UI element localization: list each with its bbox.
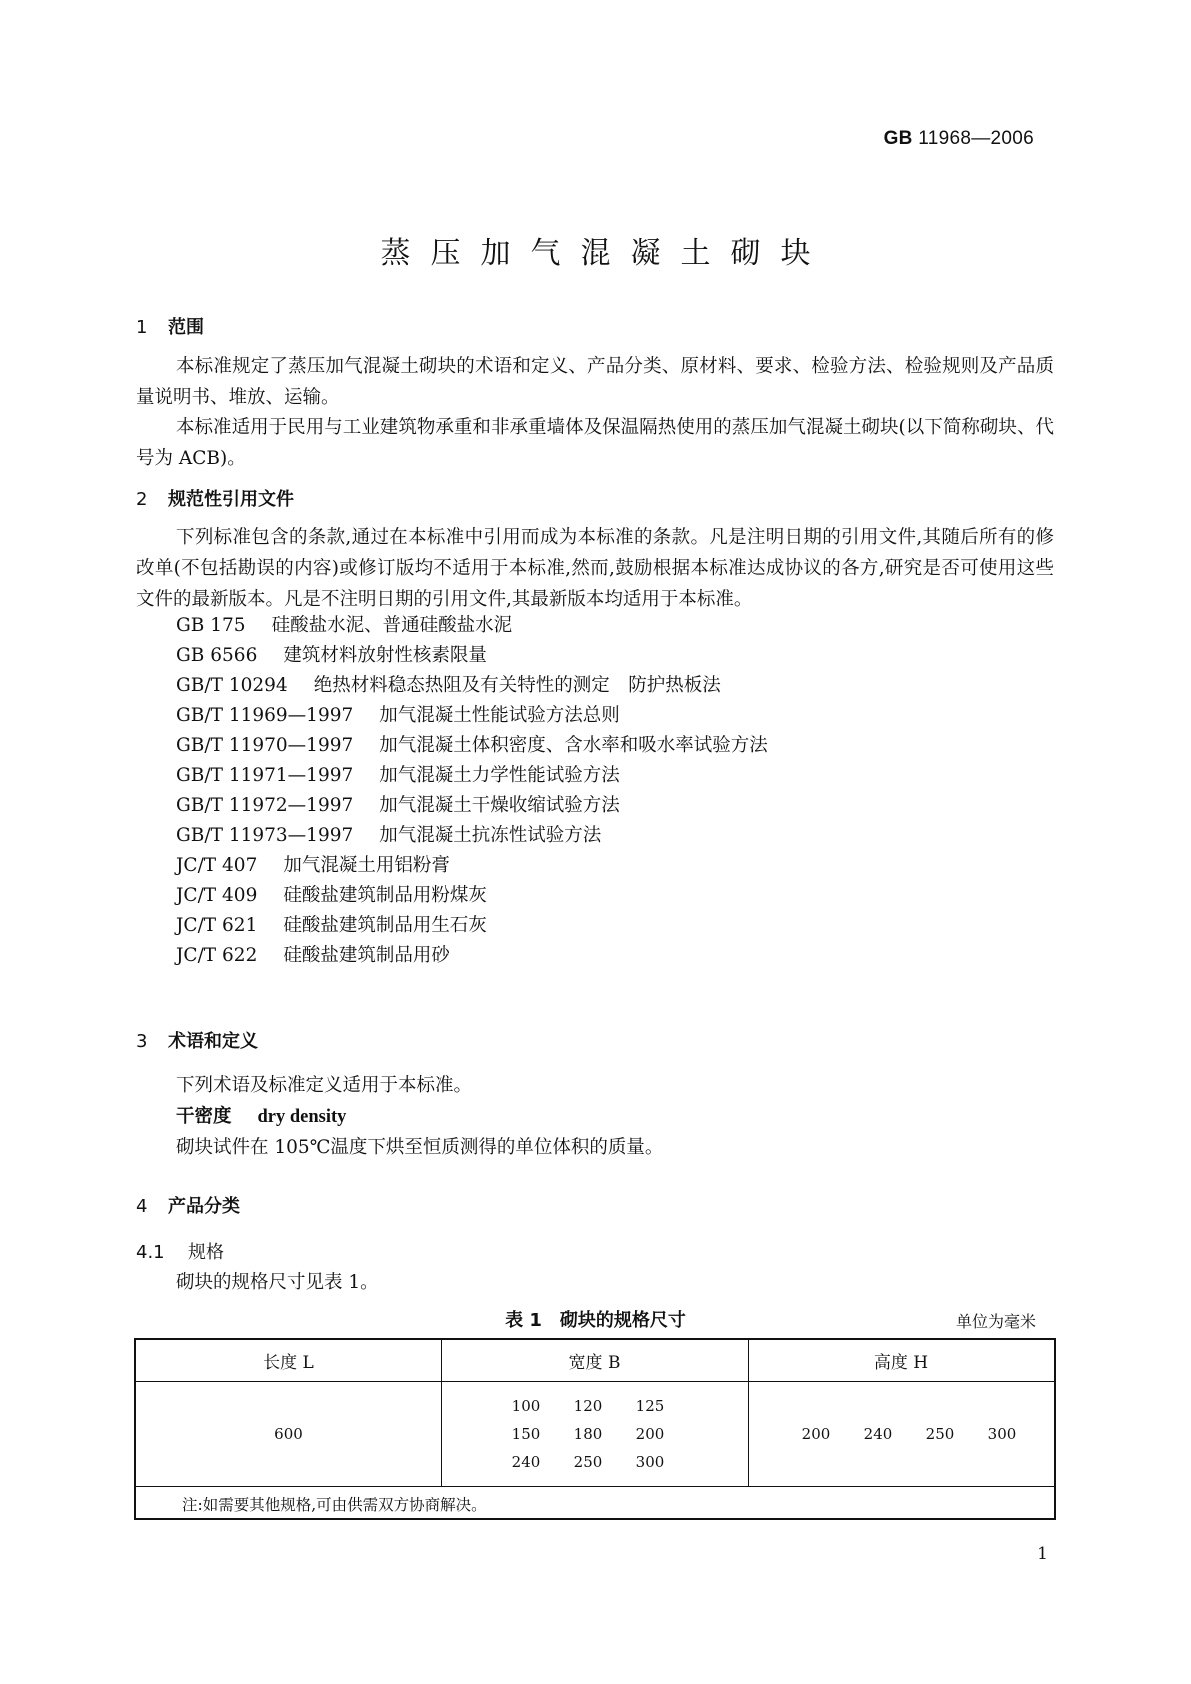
- reference-item: [176, 791, 620, 817]
- header-divider: [136, 1381, 1054, 1382]
- width-value: 125: [635, 1397, 665, 1415]
- reference-item: [176, 911, 487, 937]
- width-value: 100: [511, 1397, 541, 1415]
- subsection-number: 4.1: [136, 1242, 165, 1263]
- width-value: 250: [573, 1453, 603, 1471]
- section-3-heading: [136, 1027, 258, 1053]
- section-2-heading: [136, 485, 294, 511]
- reference-item: [176, 941, 450, 967]
- note-divider: [136, 1486, 1054, 1487]
- reference-name: 硅酸盐水泥、普通硅酸盐水泥: [271, 615, 513, 636]
- reference-item: [176, 611, 512, 637]
- standard-prefix: GB: [883, 128, 913, 149]
- reference-name: 加气混凝土力学性能试验方法: [379, 765, 620, 786]
- reference-code: JC/T 407: [176, 855, 258, 876]
- table-unit: 单位为毫米: [955, 1312, 1036, 1331]
- reference-code: JC/T 622: [176, 945, 258, 966]
- reference-name: 硅酸盐建筑制品用粉煤灰: [283, 885, 487, 906]
- width-value: 180: [573, 1425, 603, 1443]
- reference-item: [176, 851, 450, 877]
- reference-item: [176, 641, 487, 667]
- subsection-title: 规格: [188, 1242, 224, 1263]
- length-value: 600: [274, 1425, 303, 1443]
- header-width: 宽度 B: [568, 1353, 621, 1373]
- section-1-heading: [136, 313, 204, 339]
- reference-code: GB 175: [176, 615, 246, 636]
- section-3-intro: 下列术语及标准定义适用于本标准。: [176, 1075, 473, 1096]
- term-definition: 砌块试件在 105℃温度下烘至恒质测得的单位体积的质量。: [176, 1137, 664, 1158]
- reference-item: [176, 821, 601, 847]
- specification-table: [134, 1338, 1056, 1520]
- section-number: 2: [136, 489, 148, 510]
- section-1-para-1: 本标准规定了蒸压加气混凝土砌块的术语和定义、产品分类、原材料、要求、检验方法、检验规则及产品质量说明书、堆放、运输。: [136, 356, 1054, 408]
- reference-name: 硅酸盐建筑制品用砂: [283, 945, 450, 966]
- width-value: 150: [511, 1425, 541, 1443]
- reference-item: [176, 731, 768, 757]
- section-number: 1: [136, 317, 148, 338]
- standard-number: [884, 128, 1034, 150]
- reference-name: 硅酸盐建筑制品用生石灰: [283, 915, 487, 936]
- reference-code: JC/T 621: [176, 915, 258, 936]
- reference-name: 加气混凝土抗冻性试验方法: [379, 825, 602, 846]
- reference-code: GB/T 11972—1997: [176, 795, 354, 816]
- section-2-intro: 下列标准包含的条款,通过在本标准中引用而成为本标准的条款。凡是注明日期的引用文件,其随后所有的修改单(不包括勘误的内容)或修订版均不适用于本标准,然而,鼓励根据本标准达成协议的各方,研究是否可使用这些文件的最新版本。凡是不注明日期的引用文件,其最新版本均适用于本标准。: [136, 527, 1054, 610]
- reference-item: [176, 881, 487, 907]
- section-number: 3: [136, 1031, 148, 1052]
- height-value: 200: [801, 1425, 831, 1443]
- term-english: dry density: [257, 1107, 347, 1127]
- standard-code: 11968—2006: [918, 128, 1034, 149]
- term-entry: [176, 1102, 346, 1128]
- table-caption: 表 1 砌块的规格尺寸: [505, 1310, 686, 1331]
- reference-code: GB/T 11969—1997: [176, 705, 354, 726]
- reference-item: [176, 671, 721, 697]
- reference-name: 加气混凝土体积密度、含水率和吸水率试验方法: [379, 735, 768, 756]
- section-title: 术语和定义: [168, 1031, 258, 1052]
- height-value: 250: [925, 1425, 955, 1443]
- width-value: 240: [511, 1453, 541, 1471]
- reference-item: [176, 701, 620, 727]
- reference-name: 加气混凝土性能试验方法总则: [379, 705, 620, 726]
- document-title: 蒸压加气混凝土砌块: [380, 236, 831, 271]
- reference-name: 加气混凝土用铝粉膏: [283, 855, 450, 876]
- height-value: 240: [863, 1425, 893, 1443]
- section-title: 规范性引用文件: [168, 489, 294, 510]
- reference-name: 绝热材料稳态热阻及有关特性的测定 防护热板法: [313, 675, 721, 696]
- section-1-para-2: 本标准适用于民用与工业建筑物承重和非承重墙体及保温隔热使用的蒸压加气混凝土砌块(以下简称砌块、代号为 ACB)。: [136, 417, 1054, 469]
- reference-code: GB 6566: [176, 645, 258, 666]
- reference-name: 加气混凝土干燥收缩试验方法: [379, 795, 620, 816]
- reference-item: [176, 761, 620, 787]
- reference-code: GB/T 11973—1997: [176, 825, 354, 846]
- header-length: 长度 L: [263, 1353, 314, 1373]
- header-height: 高度 H: [873, 1353, 929, 1373]
- reference-code: GB/T 11971—1997: [176, 765, 354, 786]
- section-title: 范围: [168, 317, 204, 338]
- subsection-4-1-heading: [136, 1238, 224, 1264]
- height-value: 300: [987, 1425, 1017, 1443]
- section-title: 产品分类: [168, 1196, 240, 1217]
- reference-name: 建筑材料放射性核素限量: [283, 645, 487, 666]
- section-4-heading: [136, 1192, 240, 1218]
- table-note: 注:如需要其他规格,可由供需双方协商解决。: [182, 1496, 487, 1514]
- reference-code: GB/T 11970—1997: [176, 735, 354, 756]
- page-number: 1: [1037, 1544, 1048, 1564]
- width-value: 300: [635, 1453, 665, 1471]
- section-number: 4: [136, 1196, 148, 1217]
- width-value: 200: [635, 1425, 665, 1443]
- term-chinese: 干密度: [176, 1106, 232, 1127]
- reference-code: GB/T 10294: [176, 675, 288, 696]
- reference-code: JC/T 409: [176, 885, 258, 906]
- width-value: 120: [573, 1397, 603, 1415]
- subsection-4-1-text: 砌块的规格尺寸见表 1。: [176, 1272, 379, 1293]
